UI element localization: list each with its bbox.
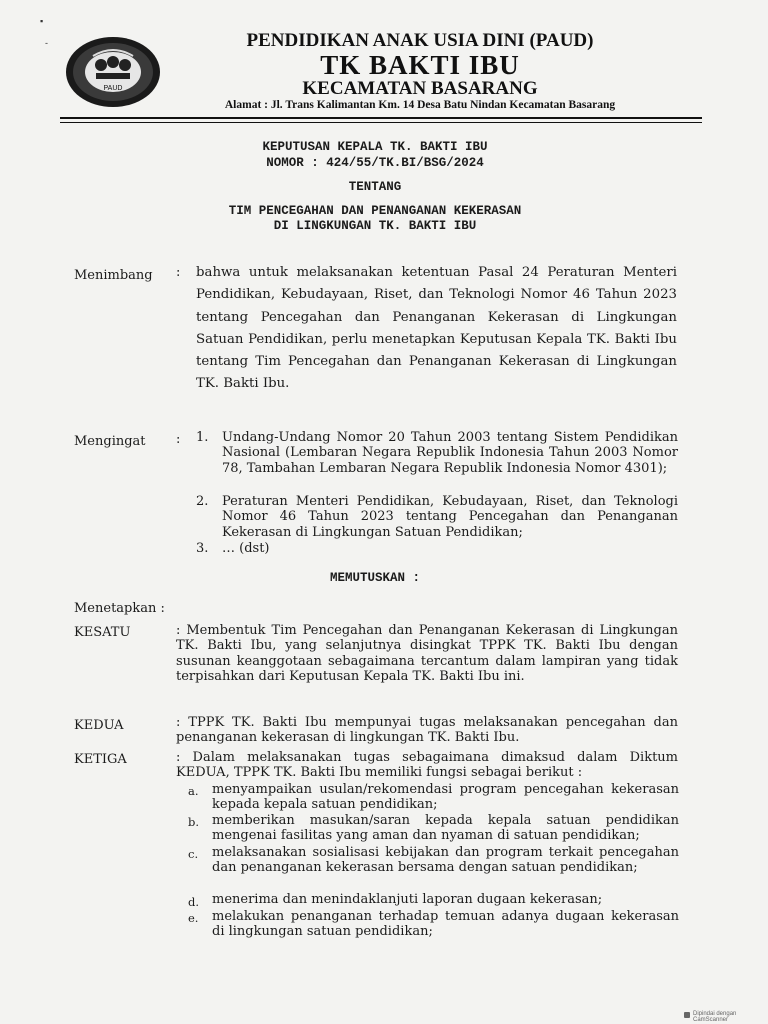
kedua-text: : TPPK TK. Bakti Ibu mempunyai tugas melaksanakan pencegahan dan penanganan kekerasan di lingkungan TK. Bakti Ibu. — [176, 715, 678, 746]
ketiga-item-text: menyampaikan usulan/rekomendasi program pencegahan kekerasan kepada kepala satuan pendidikan; — [212, 782, 679, 813]
scanner-stamp: Dipindai dengan CamScanner — [693, 1011, 737, 1023]
ketiga-label: KETIGA — [74, 752, 127, 767]
decree-about: TENTANG — [348, 180, 402, 194]
mengingat-item-number: 3. — [196, 541, 209, 556]
letterhead-rule — [60, 117, 702, 119]
mengingat-item-number: 2. — [196, 494, 209, 509]
decree-number: NOMOR : 424/55/TK.BI/BSG/2024 — [266, 156, 484, 170]
ketiga-item-letter: a. — [188, 784, 199, 798]
menetapkan-label: Menetapkan : — [74, 601, 165, 616]
menimbang-label: Menimbang — [74, 268, 153, 283]
mengingat-item-text: Undang-Undang Nomor 20 Tahun 2003 tentang Sistem Pendidikan Nasional (Lembaran Negara Republik Indonesia Tahun 2003 Nomor 78, Tambahan Lembaran Negara Republik Indonesia Nomor 4301); — [222, 430, 678, 476]
mengingat-item-number: 1. — [196, 430, 209, 445]
kesatu-text: : Membentuk Tim Pencegahan dan Penanganan Kekerasan di Lingkungan TK. Bakti Ibu, yang selanjutnya disingkat TPPK TK. Bakti Ibu dengan susunan keanggotaan sebagaimana tercantum dalam lampiran yang tidak terpisahkan dari Keputusan Kepala TK. Bakti Ibu ini. — [176, 623, 678, 684]
scan-speck: ▪ — [40, 16, 44, 26]
letterhead-rule-thin — [60, 122, 702, 123]
letterhead-address: Alamat : Jl. Trans Kalimantan Km. 14 Desa Batu Nindan Kecamatan Basarang — [224, 99, 616, 111]
mengingat-item-text: Peraturan Menteri Pendidikan, Kebudayaan, Riset, dan Teknologi Nomor 46 Tahun 2023 tentang Pencegahan dan Penanganan Kekerasan di Lingkungan Satuan Pendidikan; — [222, 494, 678, 540]
decree-subject-line1: TIM PENCEGAHAN DAN PENANGANAN KEKERASAN — [228, 204, 522, 218]
mengingat-item-text: … (dst) — [222, 541, 270, 556]
letterhead-school-name: TK BAKTI IBU — [320, 50, 520, 80]
svg-text:PAUD: PAUD — [103, 85, 123, 92]
letterhead-district: KECAMATAN BASARANG — [302, 78, 538, 99]
kesatu-label: KESATU — [74, 625, 131, 640]
ketiga-item-text: menerima dan menindaklanjuti laporan dugaan kekerasan; — [212, 892, 603, 907]
scanner-logo-icon — [684, 1012, 690, 1018]
ketiga-text: : Dalam melaksanakan tugas sebagaimana dimaksud dalam Diktum KEDUA, TPPK TK. Bakti Ibu memiliki fungsi sebagai berikut : — [176, 750, 678, 781]
memutuskan-heading: MEMUTUSKAN : — [329, 571, 420, 585]
ketiga-item-text: memberikan masukan/saran kepada kepala satuan pendidikan mengenai fasilitas yang aman dan nyaman di satuan pendidikan; — [212, 813, 679, 844]
ketiga-item-letter: b. — [188, 815, 200, 829]
menimbang-text: bahwa untuk melaksanakan ketentuan Pasal 24 Peraturan Menteri Pendidikan, Kebudayaan, Riset, dan Teknologi Nomor 46 Tahun 2023 tentang Pencegahan dan Penanganan Kekerasan di Lingkungan Satuan Pendidikan, perlu menetapkan Keputusan Kepala TK. Bakti Ibu tentang Tim Pencegahan dan Penanganan Kekerasan di Lingkungan TK. Bakti Ibu. — [196, 265, 677, 392]
ketiga-item-text: melakukan penanganan terhadap temuan adanya dugaan kekerasan di lingkungan satuan pendidikan; — [212, 909, 679, 940]
ketiga-item-letter: d. — [188, 895, 200, 909]
ketiga-item-letter: c. — [188, 847, 199, 861]
mengingat-label: Mengingat — [74, 434, 146, 449]
letterhead-institution: PENDIDIKAN ANAK USIA DINI (PAUD) — [246, 30, 594, 51]
mengingat-colon: : — [176, 432, 181, 447]
ketiga-item-text: melaksanakan sosialisasi kebijakan dan program terkait pencegahan dan penanganan kekerasan bersama dengan satuan pendidikan; — [212, 845, 679, 876]
decree-title: KEPUTUSAN KEPALA TK. BAKTI IBU — [262, 140, 488, 154]
ketiga-item-letter: e. — [188, 911, 199, 925]
kedua-label: KEDUA — [74, 718, 124, 733]
menimbang-colon: : — [176, 265, 181, 280]
school-logo-icon — [63, 34, 163, 110]
scan-speck: - — [45, 38, 48, 48]
decree-subject-line2: DI LINGKUNGAN TK. BAKTI IBU — [273, 219, 477, 233]
